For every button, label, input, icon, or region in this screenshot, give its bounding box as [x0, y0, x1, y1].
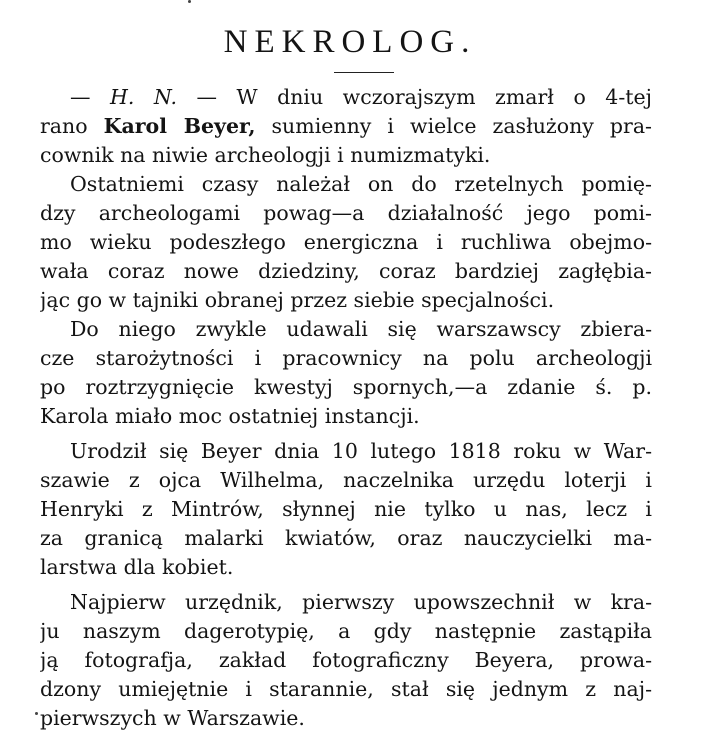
paragraph-4-line-1: Urodził się Beyer dnia 10 lutego 1818 roku w War-	[70, 439, 652, 463]
paragraph-4-line-5: larstwa dla kobiet.	[40, 555, 234, 579]
paragraph-2-line-3: mo wieku podeszłego energiczna i ruchliwa obejmo-	[40, 230, 652, 254]
print-speck	[35, 712, 38, 715]
article-body	[40, 83, 652, 733]
paragraph-5-line-4: dzony umiejętnie i starannie, stał się jednym z naj-	[40, 677, 652, 701]
paragraph-5-line-1: Najpierw urzędnik, pierwszy upowszechnił w kra-	[70, 590, 652, 614]
paragraph-3-line-1: Do niego zwykle udawali się warszawscy zbiera-	[70, 317, 652, 341]
dash: —	[70, 85, 110, 109]
paragraph-2-line-2: dzy archeologami powag—a działalność jego pomi-	[40, 201, 652, 225]
paragraph-5-line-3: ją fotografja, zakład fotograficzny Beyera, prowa-	[40, 648, 652, 672]
heading-rule	[334, 72, 394, 73]
paragraph-4	[40, 437, 652, 582]
article-heading: NEKROLOG.	[223, 24, 477, 60]
paragraph-5	[40, 588, 652, 733]
paragraph-3-line-4: Karola miało moc ostatniej instancji.	[40, 404, 420, 428]
deceased-name: Karol Beyer,	[103, 114, 256, 138]
paragraph-1	[40, 83, 652, 170]
paragraph-5-line-2: ju naszym dagerotypię, a gdy następnie zastąpiła	[40, 619, 652, 643]
paragraph-3-line-2: cze starożytności i pracownicy na polu archeologji	[40, 346, 652, 370]
paragraph-2-line-1: Ostatniemi czasy należał on do rzetelnych pomię-	[70, 172, 652, 196]
paragraph-2-line-4: wała coraz nowe dziedziny, coraz bardziej zagłębia-	[40, 259, 652, 283]
paragraph-2-line-5: jąc go w tajniki obranej przez siebie specjalności.	[40, 288, 555, 312]
paragraph-4-line-3: Henryki z Mintrów, słynnej nie tylko u nas, lecz i	[40, 497, 652, 521]
author-initials: H. N.	[110, 85, 178, 109]
paragraph-1-line-1	[40, 83, 652, 112]
article	[40, 22, 652, 733]
paragraph-1-line-2	[40, 112, 652, 141]
line-text: — W dniu wczorajszym zmarł o 4-tej	[177, 85, 652, 109]
paragraph-5-line-5: pierwszych w Warszawie.	[40, 706, 305, 730]
paragraph-2	[40, 170, 652, 315]
paragraph-3-line-3: po roztrzygnięcie kwestyj spornych,—a zdanie ś. p.	[40, 375, 652, 399]
paragraph-4-line-2: szawie z ojca Wilhelma, naczelnika urzędu loterji i	[40, 468, 652, 492]
print-speck	[188, 0, 191, 3]
line-text: rano	[40, 114, 104, 138]
line-text: sumienny i wielce zasłużony pra-	[255, 114, 652, 138]
paragraph-4-line-4: za granicą malarki kwiatów, oraz nauczycielki ma-	[40, 526, 652, 550]
paragraph-3	[40, 315, 652, 431]
paragraph-1-line-3: cownik na niwie archeologji i numizmatyki.	[40, 143, 491, 167]
